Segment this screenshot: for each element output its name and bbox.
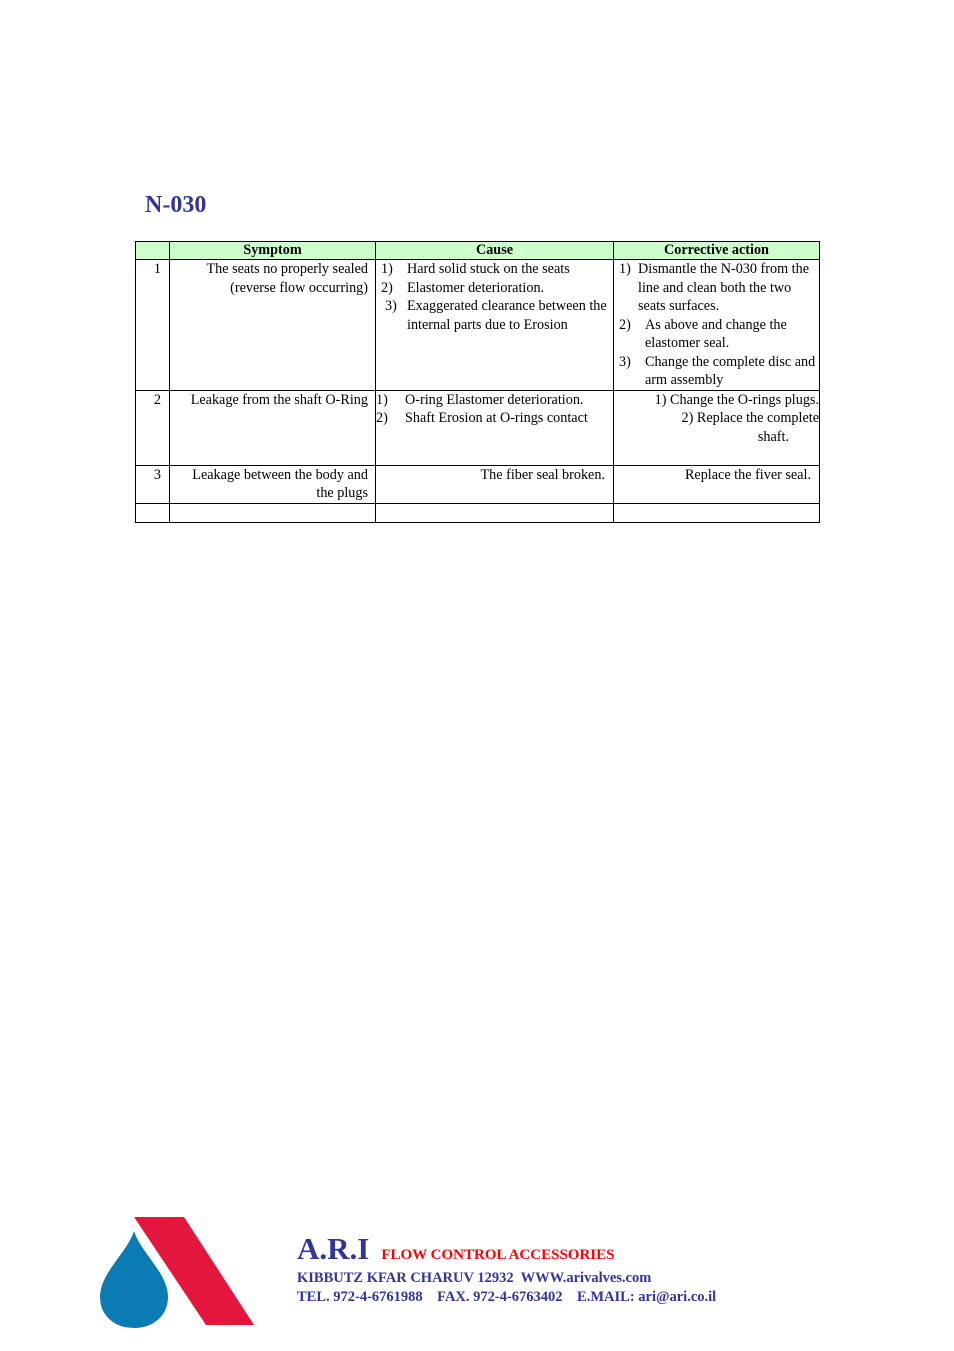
- list-item: 1) Dismantle the N-030 from the line and clean both the two seats surfaces.: [619, 261, 809, 314]
- list-item: 2) Elastomer deterioration.: [381, 279, 545, 296]
- footer-contact: TEL. 972-4-6761988 FAX. 972-4-6763402 E.MAIL: ari@ari.co.il: [297, 1289, 717, 1305]
- table-row: [136, 465, 820, 503]
- table-header-row: [136, 242, 820, 260]
- list-item: 1) O-ring Elastomer deterioration.: [376, 391, 584, 408]
- action-cell: [614, 390, 820, 465]
- brand-name: A.R.I: [297, 1231, 370, 1266]
- symptom-cell: Leakage between the body and the plugs: [170, 465, 376, 503]
- row-number: 1: [136, 260, 170, 391]
- cause-cell: The fiber seal broken.: [376, 465, 614, 503]
- empty-cell: [170, 503, 376, 522]
- action-line: 2) Replace the complete: [681, 410, 819, 426]
- empty-cell: [136, 503, 170, 522]
- header-symptom: Symptom: [170, 242, 376, 260]
- header-cause: Cause: [376, 242, 614, 260]
- empty-cell: [614, 503, 820, 522]
- troubleshooting-table: [135, 241, 820, 523]
- symptom-cell: Leakage from the shaft O-Ring: [170, 390, 376, 465]
- empty-cell: [376, 503, 614, 522]
- header-num: [136, 242, 170, 260]
- row-number: 3: [136, 465, 170, 503]
- list-item: 2) As above and change the elastomer seal.: [619, 316, 787, 351]
- cause-cell: [376, 390, 614, 465]
- header-corrective-action: Corrective action: [614, 242, 820, 260]
- footer-brand: [297, 1231, 614, 1267]
- ari-logo-icon: [100, 1217, 254, 1329]
- table-row-empty: [136, 503, 820, 522]
- action-line: shaft.: [757, 428, 789, 445]
- list-item: 3) Exaggerated clearance between the internal parts due to Erosion: [385, 298, 607, 333]
- list-item: 2) Shaft Erosion at O-rings contact: [376, 410, 588, 426]
- list-item: 3) Change the complete disc and arm assembly: [619, 353, 816, 388]
- action-cell: Replace the fiver seal.: [614, 465, 820, 503]
- action-line: 1) Change the O-rings plugs.: [654, 391, 819, 408]
- row-number: 2: [136, 390, 170, 465]
- cause-cell: [376, 260, 614, 391]
- symptom-cell: The seats no properly sealed (reverse flow occurring): [170, 260, 376, 391]
- page-title: N-030: [145, 192, 207, 218]
- list-item: 1) Hard solid stuck on the seats: [381, 261, 570, 277]
- footer-address: KIBBUTZ KFAR CHARUV 12932 WWW.arivalves.com: [297, 1270, 652, 1286]
- table-row: [136, 390, 820, 465]
- action-cell: [614, 260, 820, 391]
- brand-tagline: FLOW CONTROL ACCESSORIES: [381, 1247, 615, 1263]
- table-row: [136, 260, 820, 391]
